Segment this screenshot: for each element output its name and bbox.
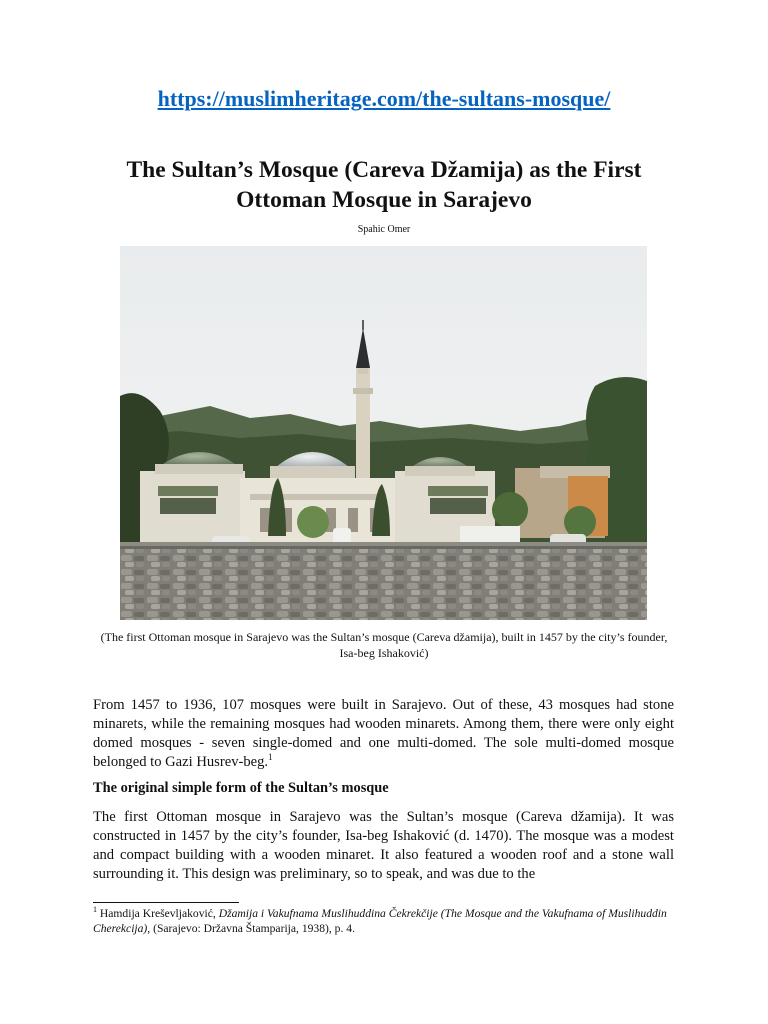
title-line-1: The Sultan’s Mosque (Careva Džamija) as the First: [126, 157, 642, 183]
paragraph-2-text: The first Ottoman mosque in Sarajevo was the Sultan’s mosque (Careva džamija). It was constructed in 1457 by the city’s founder, Isa-beg Ishaković (d. 1470). The mosque was a modest and compact building with a wooden minaret. It also featured a wooden roof and a stone wall surrounding it. This design was preliminary, so to speak, and was due to the: [93, 809, 674, 882]
footnote-publisher: (Sarajevo: Državna Štamparija, 1938), p. 4.: [150, 922, 355, 935]
paragraph-1-text: From 1457 to 1936, 107 mosques were built in Sarajevo. Out of these, 43 mosques had stone minarets, while the remaining mosques had wooden minarets. Among them, there were only eight domed mosques - seven single-domed and one multi-domed. The sole multi-domed mosque belonged to Gazi Husrev-beg.: [93, 697, 674, 770]
footnote-ref-1: 1: [268, 752, 273, 763]
section-heading: The original simple form of the Sultan’s mosque: [93, 780, 389, 796]
footnote-divider: [93, 902, 239, 903]
mosque-photo: [120, 246, 647, 620]
footnote-number: 1: [93, 905, 97, 915]
source-url: [0, 86, 768, 112]
title-line-2: Ottoman Mosque in Sarajevo: [236, 187, 532, 213]
author-name: Spahic Omer: [357, 224, 411, 235]
article-title: [80, 155, 688, 215]
footnote-work-title: Džamija i Vakufnama Muslihuddina Čekrekčije (The Mosque and the Vakufnama of Muslihuddin Cherekcija),: [93, 907, 667, 935]
source-link[interactable]: https://muslimheritage.com/the-sultans-mosque/: [157, 86, 611, 111]
paragraph-1: [93, 696, 674, 772]
footnote-1: [93, 906, 674, 936]
paragraph-2: [93, 808, 674, 884]
footnote-author: Hamdija Kreševljaković,: [97, 907, 219, 920]
photo-caption: (The first Ottoman mosque in Sarajevo was the Sultan’s mosque (Careva džamija), built in 1457 by the city’s founder, Isa-beg Ishaković): [100, 630, 668, 660]
